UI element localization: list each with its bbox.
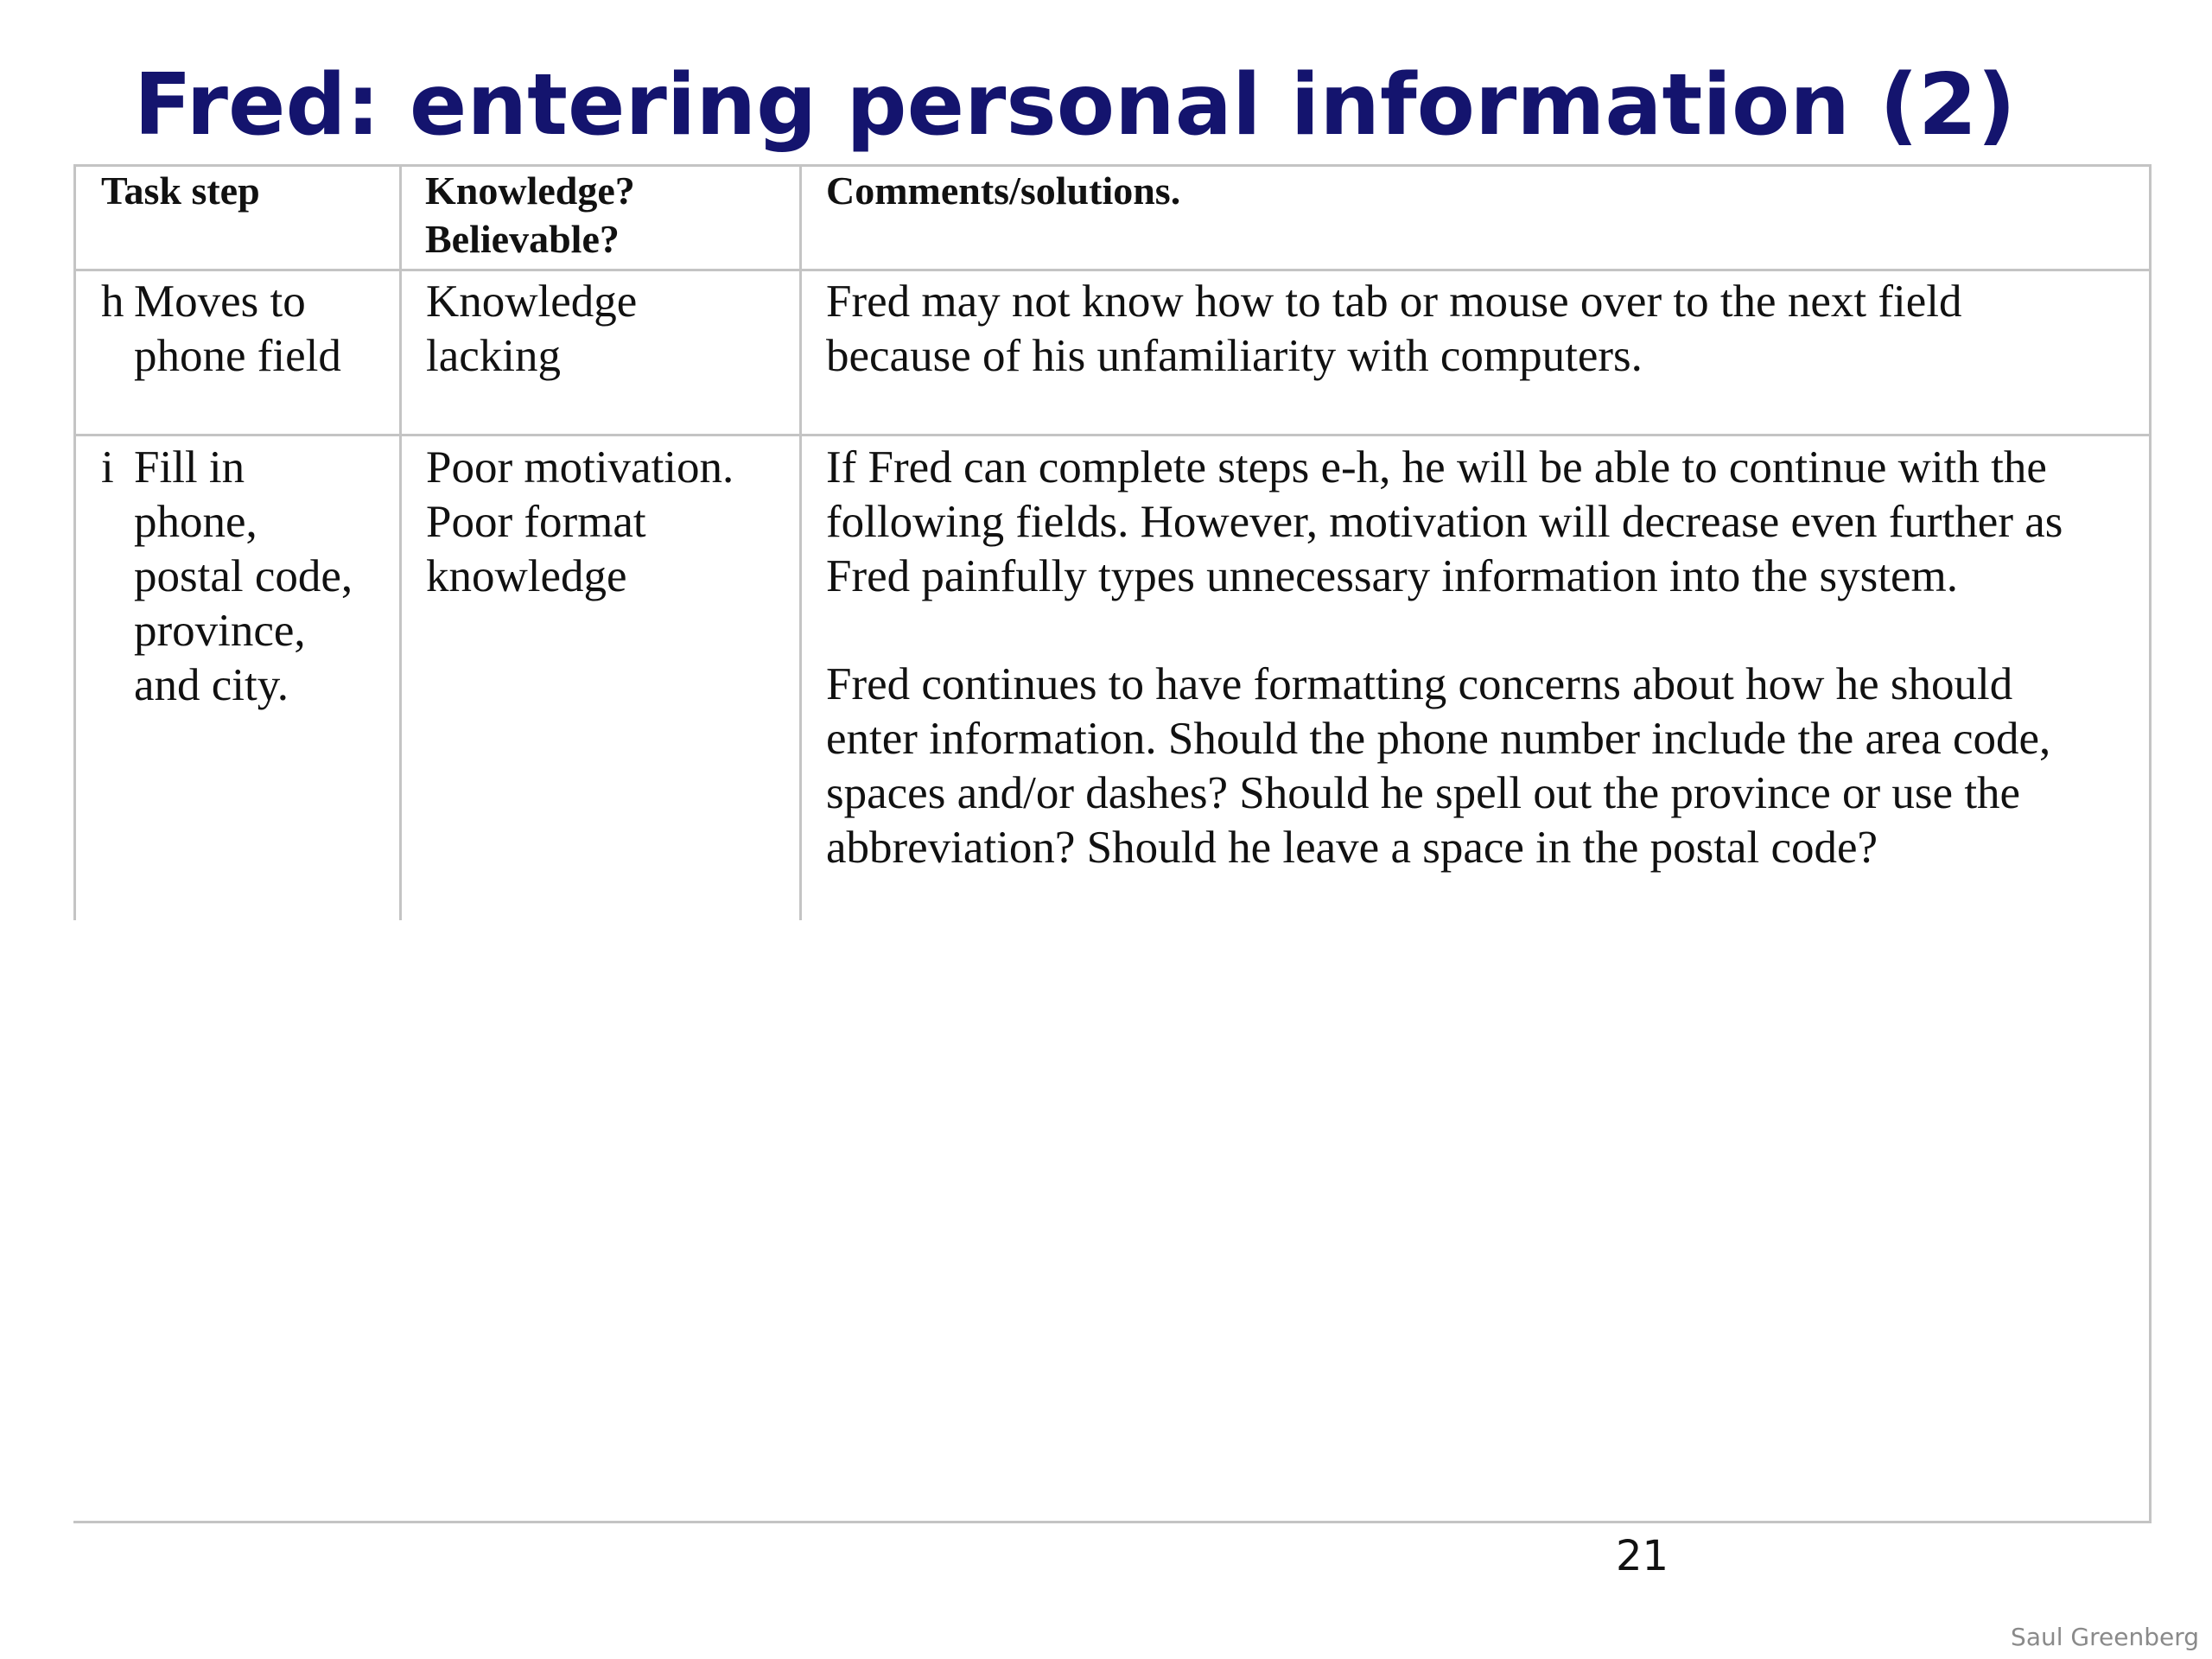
knowledge-line: Poor format	[426, 497, 646, 547]
row-i-task-step	[101, 441, 353, 713]
header-comments-label: Comments/solutions.	[826, 168, 1181, 213]
step-line: and city.	[134, 660, 289, 710]
table-bottom-border	[73, 1521, 2152, 1523]
step-line: postal code,	[134, 551, 353, 601]
paragraph-gap	[826, 604, 2063, 658]
table-row	[101, 275, 341, 384]
header-task-step	[101, 167, 260, 215]
step-line: Moves to	[134, 276, 306, 327]
comment-line: If Fred can complete steps e-h, he will be able to continue with the	[826, 442, 2047, 493]
step-line: phone,	[134, 497, 257, 547]
comment-line: Fred painfully types unnecessary information into the system.	[826, 551, 1959, 601]
row-h-knowledge	[426, 275, 637, 384]
knowledge-line: Poor motivation.	[426, 442, 734, 493]
header-bottom-border	[73, 269, 2152, 271]
row-h-comments	[826, 275, 1961, 384]
comment-line: enter information. Should the phone number include the area code,	[826, 714, 2051, 764]
column-divider-2	[799, 164, 802, 920]
table-left-border	[73, 164, 76, 920]
comment-line: spaces and/or dashes? Should he spell out the province or use the	[826, 768, 2021, 818]
comment-line: because of his unfamiliarity with computers.	[826, 331, 1643, 381]
knowledge-line: lacking	[426, 331, 561, 381]
header-comments	[826, 167, 1180, 215]
table-row	[101, 441, 353, 713]
comment-line: abbreviation? Should he leave a space in the postal code?	[826, 823, 1878, 873]
row-h-task-step	[101, 275, 341, 384]
slide-title: Fred: entering personal information (2)	[134, 56, 2016, 155]
knowledge-line: knowledge	[426, 551, 627, 601]
step-line: Fill in	[134, 442, 245, 493]
header-knowledge-line-2: Believable?	[425, 217, 620, 261]
header-task-step-label: Task step	[101, 168, 260, 213]
comment-line: following fields. However, motivation will decrease even further as	[826, 497, 2063, 547]
column-divider-1	[399, 164, 402, 920]
header-knowledge	[425, 167, 635, 264]
row-i-knowledge	[426, 441, 734, 604]
row-i-comments	[826, 441, 2063, 875]
row-h-bottom-border	[73, 434, 2152, 436]
page-number: 21	[1616, 1532, 1669, 1580]
comment-line: Fred may not know how to tab or mouse over to the next field	[826, 276, 1962, 327]
table-right-border	[2149, 164, 2152, 1523]
comment-line: Fred continues to have formatting concerns about how he should	[826, 659, 2013, 709]
step-line: phone field	[134, 331, 341, 381]
step-letter: h	[101, 276, 124, 327]
knowledge-line: Knowledge	[426, 276, 638, 327]
footer-credit: Saul Greenberg	[2011, 1623, 2199, 1651]
step-line: province,	[134, 606, 306, 656]
header-knowledge-line-1: Knowledge?	[425, 168, 635, 213]
step-letter: i	[101, 442, 114, 493]
